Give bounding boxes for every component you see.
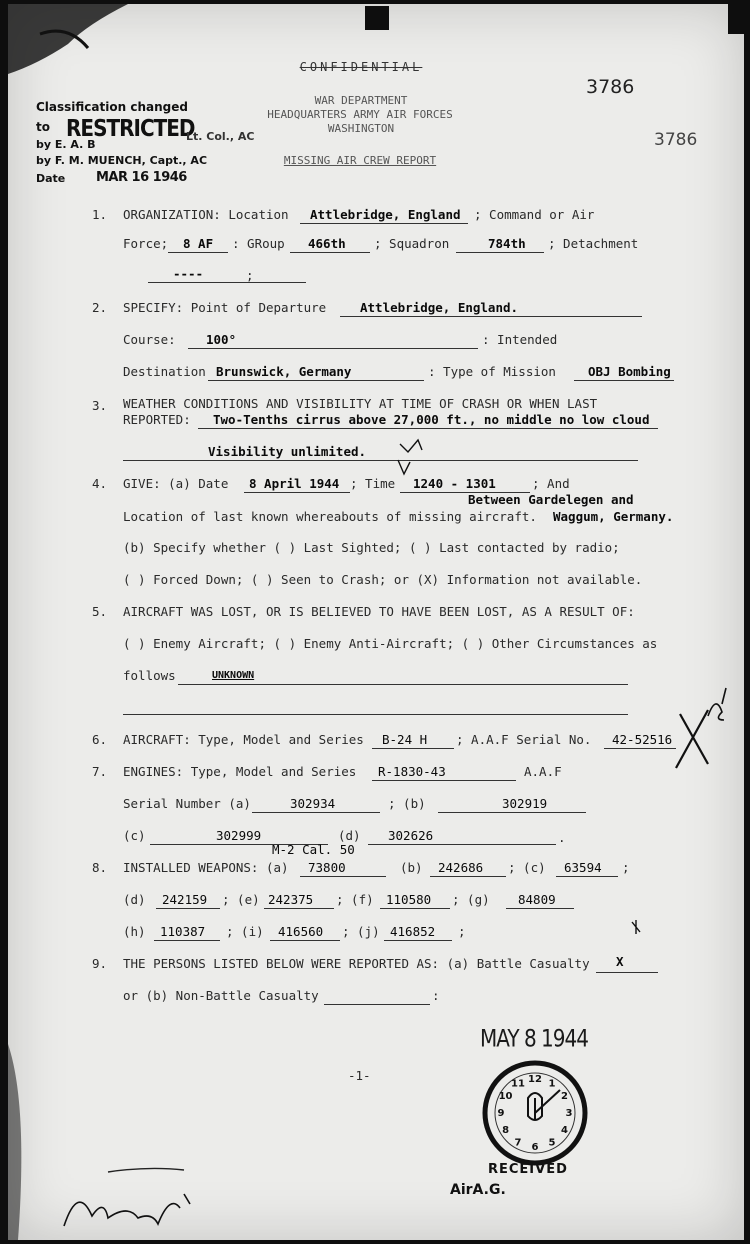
s8-e: 242375 [268, 892, 314, 907]
s7-label: ENGINES: Type, Model and Series [123, 764, 357, 779]
reclass-by2: by F. M. MUENCH, Capt., AC [36, 154, 208, 167]
s7-serial-b-line [438, 812, 586, 813]
s1-number: 1. [92, 207, 108, 222]
s8-f: 110580 [386, 892, 432, 907]
handwritten-marks [8, 4, 744, 1240]
s7-type: R-1830-43 [378, 764, 446, 779]
s5-unknown: UNKNOWN [212, 670, 255, 681]
s8-g-label: ; (g) [452, 892, 490, 907]
s2-mission-line [574, 380, 674, 381]
s2-course: 100° [206, 332, 237, 347]
hq-heading: HEADQUARTERS ARMY AIR FORCES [267, 108, 453, 121]
s8-b: 242686 [438, 860, 484, 875]
s2-course-label: Course: [123, 332, 176, 347]
report-number-typed: 3786 [654, 130, 698, 150]
s1-group-line [290, 252, 370, 253]
s2-mission-type-label: : Type of Mission [428, 364, 556, 379]
s8-c-label: ; (c) [508, 860, 546, 875]
department-heading: WAR DEPARTMENT [314, 94, 408, 107]
s1-detachment-line [148, 282, 306, 283]
s4-give: GIVE: (a) Date [123, 476, 229, 491]
s8-i: 416560 [278, 924, 324, 939]
reclass-by1: by E. A. B [36, 138, 96, 151]
clock-numeral: 6 [531, 1142, 539, 1153]
s4-location: Waggum, Germany. [553, 509, 674, 524]
s8-caliber: M-2 Cal. 50 [272, 842, 355, 857]
s7-b-label: ; (b) [388, 796, 426, 811]
s4-between: Between Gardelegen and [468, 492, 634, 507]
handwritten-initials [708, 688, 726, 720]
s4-time: 1240 - 1301 [413, 476, 496, 491]
s3-visibility-line [123, 460, 638, 461]
tick-mark [398, 460, 410, 474]
s8-i-line [270, 940, 340, 941]
s8-g-line [506, 908, 574, 909]
handwritten-signature [64, 1194, 190, 1226]
s8-i-label: ; (i) [226, 924, 264, 939]
s9-number: 9. [92, 956, 108, 971]
s2-departure: Attlebridge, England. [360, 300, 519, 315]
s8-a: 73800 [308, 860, 346, 875]
s9-colon: : [432, 988, 440, 1003]
s2-destination-line [208, 380, 424, 381]
s8-g: 84809 [518, 892, 556, 907]
s3-number: 3. [92, 398, 108, 413]
s1-detachment-semicolon: ; [246, 268, 254, 283]
s8-e-line [264, 908, 334, 909]
s8-j-semicolon: ; [458, 924, 466, 939]
s7-serial-a: 302934 [290, 796, 336, 811]
reclass-date-label: Date [36, 172, 66, 185]
s4-time-label: ; Time [350, 476, 396, 491]
reclass-by1-rank: Lt. Col., AC [186, 130, 255, 143]
s1-group-label: : GRoup [232, 236, 285, 251]
reclass-line: Classification changed [36, 100, 188, 114]
s1-force: 8 AF [183, 236, 214, 251]
s8-d: 242159 [162, 892, 208, 907]
s7-serial-label: Serial Number (a) [123, 796, 251, 811]
s7-c-label: (c) [123, 828, 146, 843]
s6-number: 6. [92, 732, 108, 747]
s4-forced-down: ( ) Forced Down; ( ) Seen to Crash; or (X) Information not available. [123, 572, 643, 587]
s8-number: 8. [92, 860, 108, 875]
clock-numeral: 7 [514, 1137, 522, 1149]
s6-serial: 42-52516 [612, 732, 673, 747]
clock-numeral: 8 [502, 1125, 510, 1136]
s5-number: 5. [92, 604, 108, 619]
report-title: MISSING AIR CREW REPORT [283, 154, 437, 167]
scan-artifacts [8, 4, 744, 1240]
s8-j: 416852 [390, 924, 436, 939]
s8-j-label: ; (j) [342, 924, 380, 939]
s2-number: 2. [92, 300, 108, 315]
s4-specify: (b) Specify whether ( ) Last Sighted; ( ) Last contacted by radio; [123, 540, 620, 555]
s1-force-line [168, 252, 228, 253]
s3-label: WEATHER CONDITIONS AND VISIBILITY AT TIME OF CRASH OR WHEN LAST [123, 396, 598, 411]
s8-d-label: (d) [123, 892, 146, 907]
clock-numeral: 3 [565, 1108, 573, 1119]
s1-location: Attlebridge, England [310, 207, 461, 222]
clock-hand-icon [528, 1093, 542, 1120]
s5-circumstances: ( ) Enemy Aircraft; ( ) Enemy Anti-Aircraft; ( ) Other Circumstances as [123, 636, 658, 651]
s8-e-label: ; (e) [222, 892, 260, 907]
s8-b-line [430, 876, 506, 877]
handwritten-x-mark [676, 710, 708, 768]
clock-numeral: 1 [548, 1078, 556, 1090]
report-number-handwritten: 3786 [586, 76, 635, 98]
s7-number: 7. [92, 764, 108, 779]
s2-destination: Brunswick, Germany [216, 364, 352, 379]
received-clock-stamp [480, 1058, 590, 1168]
s2-departure-line [340, 316, 642, 317]
s5-blank-line [123, 714, 628, 715]
s1-label: ORGANIZATION: Location [123, 207, 289, 222]
s8-h-label: (h) [123, 924, 146, 939]
clock-numeral: 5 [548, 1137, 556, 1149]
s3-weather: Two-Tenths cirrus above 27,000 ft., no middle no low cloud [213, 412, 650, 427]
s1-detachment-label: ; Detachment [548, 236, 639, 251]
s8-label: INSTALLED WEAPONS: (a) [123, 860, 289, 875]
s8-semicolon: ; [622, 860, 630, 875]
s1-detachment: ---- [173, 266, 204, 281]
s1-squadron-label: ; Squadron [374, 236, 450, 251]
s7-serial-b: 302919 [502, 796, 548, 811]
s6-label: AIRCRAFT: Type, Model and Series [123, 732, 364, 747]
s2-course-line [188, 348, 478, 349]
reclass-to-label: to [36, 120, 50, 134]
s8-h-line [154, 940, 220, 941]
s7-serial-c: 302999 [216, 828, 262, 843]
s6-serial-label: ; A.A.F Serial No. [456, 732, 592, 747]
s8-a-line [300, 876, 386, 877]
s4-date-line [244, 492, 350, 493]
s4-number: 4. [92, 476, 108, 491]
clock-numeral: 11 [511, 1078, 525, 1090]
check-mark [400, 440, 422, 452]
s1-command: ; Command or Air [474, 207, 595, 222]
received-stamp: RECEIVED [488, 1162, 568, 1177]
s8-c-line [556, 876, 618, 877]
reclass-date: MAR 16 1946 [96, 170, 187, 185]
s2-mission: OBJ Bombing [588, 364, 671, 379]
s7-type-line [372, 780, 516, 781]
s6-serial-line [604, 748, 676, 749]
s6-type-line [372, 748, 454, 749]
s7-period: . [558, 830, 566, 845]
s2-label: SPECIFY: Point of Departure [123, 300, 327, 315]
s8-f-line [380, 908, 450, 909]
s5-follows-line [178, 684, 628, 685]
clock-numeral: 12 [528, 1074, 542, 1085]
s9-label: THE PERSONS LISTED BELOW WERE REPORTED AS: (a) Battle Casualty [123, 956, 590, 971]
s8-j-line [384, 940, 452, 941]
s3-weather-line [198, 428, 658, 429]
s6-type: B-24 H [382, 732, 428, 747]
signature-strike [108, 1168, 184, 1172]
s1-group: 466th [308, 236, 346, 251]
s1-squadron: 784th [488, 236, 526, 251]
document-page [8, 4, 744, 1240]
s8-f-label: ; (f) [336, 892, 374, 907]
s4-location-label: Location of last known whereabouts of missing aircraft. [123, 509, 537, 524]
clock-numeral: 10 [498, 1091, 513, 1102]
s1-squadron-line [456, 252, 544, 253]
s8-h: 110387 [160, 924, 206, 939]
s9-nonbattle-line [324, 1004, 430, 1005]
s7-serial-a-line [252, 812, 380, 813]
s9-battle-line [596, 972, 658, 973]
page-number: -1- [348, 1068, 371, 1083]
s5-follows: follows [123, 668, 176, 683]
s8-c: 63594 [564, 860, 602, 875]
clock-numeral: 2 [560, 1091, 568, 1102]
s2-destination-label: Destination [123, 364, 206, 379]
classification-old: CONFIDENTIAL [299, 60, 423, 74]
city-heading: WASHINGTON [327, 122, 395, 135]
s5-label: AIRCRAFT WAS LOST, OR IS BELIEVED TO HAVE BEEN LOST, AS A RESULT OF: [123, 604, 635, 619]
s4-date: 8 April 1944 [249, 476, 340, 491]
s1-location-line [300, 223, 468, 224]
clock-numeral: 9 [497, 1108, 505, 1119]
date-stamp: MAY 8 1944 [480, 1023, 588, 1053]
s2-intended: : Intended [482, 332, 558, 347]
s3-reported-label: REPORTED: [123, 412, 191, 427]
s7-serial-d-line [368, 844, 556, 845]
s4-and: ; And [532, 476, 570, 491]
office-stamp: AirA.G. [450, 1182, 506, 1198]
s1-force-label: Force; [123, 236, 169, 251]
s9-nonbattle-label: or (b) Non-Battle Casualty [123, 988, 319, 1003]
s7-aaf: A.A.F [524, 764, 562, 779]
s3-visibility: Visibility unlimited. [208, 444, 367, 459]
s8-d-line [156, 908, 220, 909]
restricted-stamp: RESTRICTED [66, 114, 195, 142]
clock-numeral: 4 [560, 1125, 568, 1136]
s7-d-label: (d) [338, 828, 361, 843]
s9-battle-casualty: X [616, 954, 624, 969]
s8-b-label: (b) [400, 860, 423, 875]
s7-serial-d: 302626 [388, 828, 434, 843]
